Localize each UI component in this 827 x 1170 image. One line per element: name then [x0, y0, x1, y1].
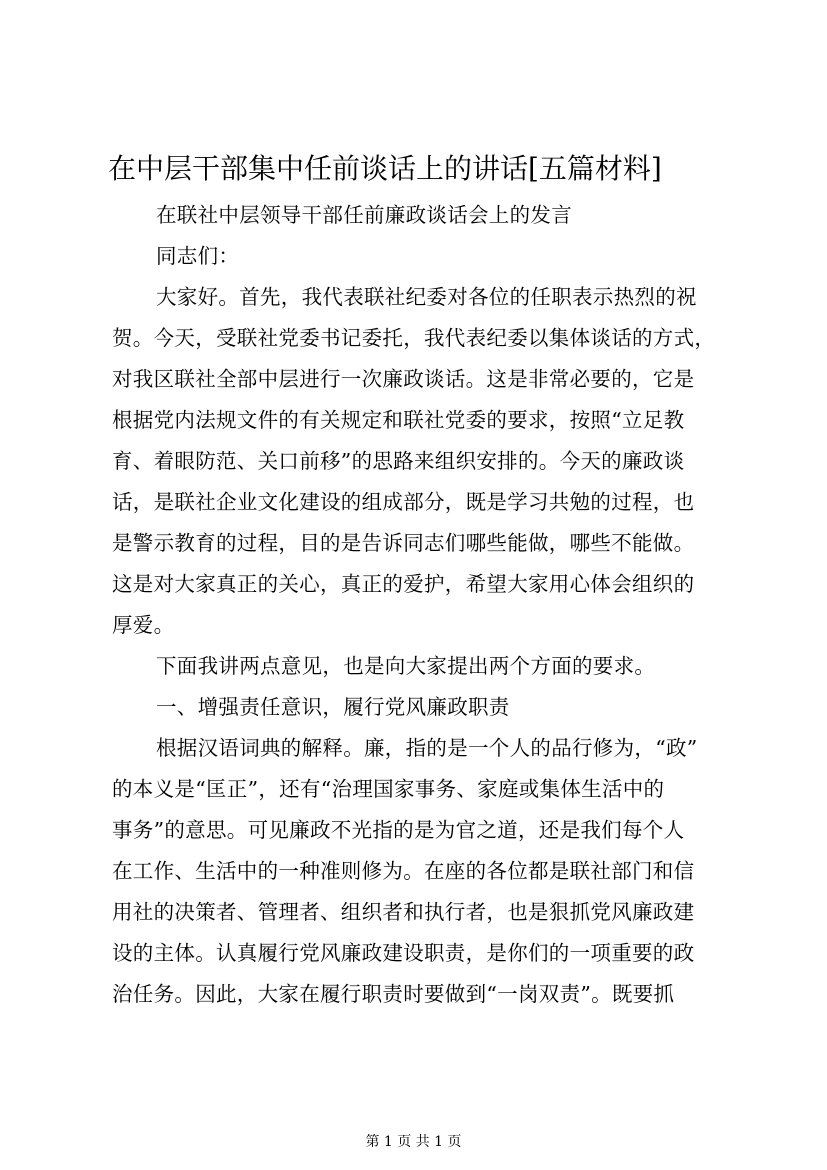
- speech-heading: 在联社中层领导干部任前廉政谈话会上的发言: [156, 203, 572, 227]
- body-line: 是警示教育的过程，目的是告诉同志们哪些能做，哪些不能做。: [112, 531, 695, 555]
- body-line: 根据党内法规文件的有关规定和联社党委的要求，按照“立足教: [112, 408, 685, 432]
- body-line: 下面我讲两点意见，也是向大家提出两个方面的要求。: [156, 654, 656, 678]
- body-line: 这是对大家真正的关心，真正的爱护，希望大家用心体会组织的: [112, 572, 695, 596]
- body-line: 厚爱。: [112, 613, 175, 637]
- salutation: 同志们：: [156, 244, 240, 268]
- body-line: 大家好。首先，我代表联社纪委对各位的任职表示热烈的祝: [156, 285, 697, 309]
- body-line: 贺。今天，受联社党委书记委托，我代表纪委以集体谈话的方式，: [112, 326, 716, 350]
- body-line: 育、着眼防范、关口前移”的思路来组织安排的。今天的廉政谈: [112, 449, 685, 473]
- body-line: 在工作、生活中的一种准则修为。在座的各位都是联社部门和信: [112, 859, 695, 883]
- body-line: 话，是联社企业文化建设的组成部分，既是学习共勉的过程，也: [112, 490, 695, 514]
- body-line: 设的主体。认真履行党风廉政建设职责，是你们的一项重要的政: [112, 941, 695, 965]
- body-line: 根据汉语词典的解释。廉，指的是一个人的品行修为，“政”: [156, 736, 698, 760]
- body-line: 的本义是“匡正”，还有“治理国家事务、家庭或集体生活中的: [112, 777, 665, 801]
- page-number: 第 1 页 共 1 页: [365, 1134, 462, 1150]
- section-heading: 一、增强责任意识，履行党风廉政职责: [156, 695, 510, 719]
- body-line: 治任务。因此，大家在履行职责时要做到“一岗双责”。既要抓: [112, 982, 675, 1006]
- body-line: 对我区联社全部中层进行一次廉政谈话。这是非常必要的，它是: [112, 367, 695, 391]
- body-line: 用社的决策者、管理者、组织者和执行者，也是狠抓党风廉政建: [112, 900, 695, 924]
- document-title: 在中层干部集中任前谈话上的讲话[五篇材料]: [108, 152, 662, 185]
- body-line: 事务”的意思。可见廉政不光指的是为官之道，还是我们每个人: [112, 818, 685, 842]
